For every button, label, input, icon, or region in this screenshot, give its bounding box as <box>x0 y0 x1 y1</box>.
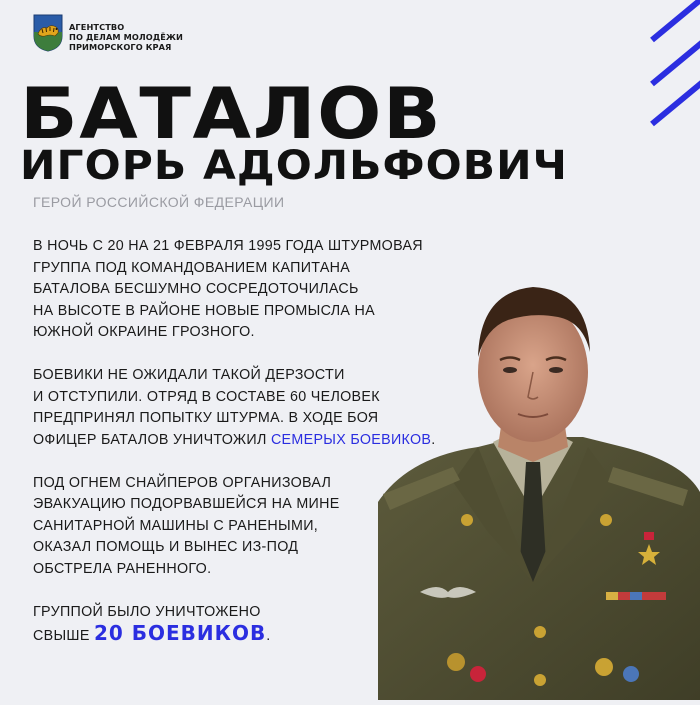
text-line: НА ВЫСОТЕ В РАЙОНЕ НОВЫЕ ПРОМЫСЛА НА <box>33 302 375 319</box>
coat-of-arms-icon <box>33 14 63 52</box>
decorative-stripes <box>640 0 700 130</box>
paragraph-3 <box>33 473 483 581</box>
paragraph-1 <box>33 236 483 344</box>
text-line <box>33 430 483 452</box>
text-segment: . <box>431 431 436 448</box>
agency-line: ПРИМОРСКОГО КРАЯ <box>69 42 172 52</box>
text-line: И ОТСТУПИЛИ. ОТРЯД В СОСТАВЕ 60 ЧЕЛОВЕК <box>33 388 380 405</box>
highlight-count: 20 БОЕВИКОВ <box>93 621 267 645</box>
text-line: ОКАЗАЛ ПОМОЩЬ И ВЫНЕС ИЗ-ПОД <box>33 539 299 555</box>
paragraph-2 <box>33 365 483 451</box>
agency-line: ПО ДЕЛАМ МОЛОДЁЖИ <box>69 32 184 42</box>
highlight-text: СЕМЕРЫХ БОЕВИКОВ <box>270 431 432 448</box>
text-line: В НОЧЬ С 20 НА 21 ФЕВРАЛЯ 1995 ГОДА ШТУРМОВАЯ <box>33 238 423 254</box>
text-line: САНИТАРНОЙ МАШИНЫ С РАНЕНЫМИ, <box>33 517 319 534</box>
text-line: ГРУППА ПОД КОМАНДОВАНИЕМ КАПИТАНА <box>33 259 351 276</box>
text-line: ЭВАКУАЦИЮ ПОДОРВАВШЕЙСЯ НА МИНЕ <box>33 496 340 512</box>
biography-text <box>33 236 483 669</box>
text-line: ОБСТРЕЛА РАНЕННОГО. <box>33 560 212 577</box>
agency-name <box>69 22 183 52</box>
text-segment: ОФИЦЕР БАТАЛОВ УНИЧТОЖИЛ <box>33 431 271 448</box>
paragraph-4 <box>33 602 483 648</box>
text-line: ЮЖНОЙ ОКРАИНЕ ГРОЗНОГО. <box>33 324 255 340</box>
text-segment: . <box>266 628 271 644</box>
page-title: БАТАЛОВ <box>20 73 443 155</box>
text-line: ПОД ОГНЕМ СНАЙПЕРОВ ОРГАНИЗОВАЛ <box>33 474 332 491</box>
hero-title: ГЕРОЙ РОССИЙСКОЙ ФЕДЕРАЦИИ <box>33 194 285 210</box>
text-line <box>33 623 483 648</box>
text-line: БОЕВИКИ НЕ ОЖИДАЛИ ТАКОЙ ДЕРЗОСТИ <box>33 367 345 383</box>
page-subtitle-name: ИГОРЬ АДОЛЬФОВИЧ <box>20 143 568 189</box>
agency-line: АГЕНТСТВО <box>69 22 125 32</box>
text-line: БАТАЛОВА БЕСШУМНО СОСРЕДОТОЧИЛАСЬ <box>33 281 359 297</box>
text-line: ГРУППОЙ БЫЛО УНИЧТОЖЕНО <box>33 603 261 620</box>
text-segment: СВЫШЕ <box>33 628 94 644</box>
text-line: ПРЕДПРИНЯЛ ПОПЫТКУ ШТУРМА. В ХОДЕ БОЯ <box>33 410 379 426</box>
